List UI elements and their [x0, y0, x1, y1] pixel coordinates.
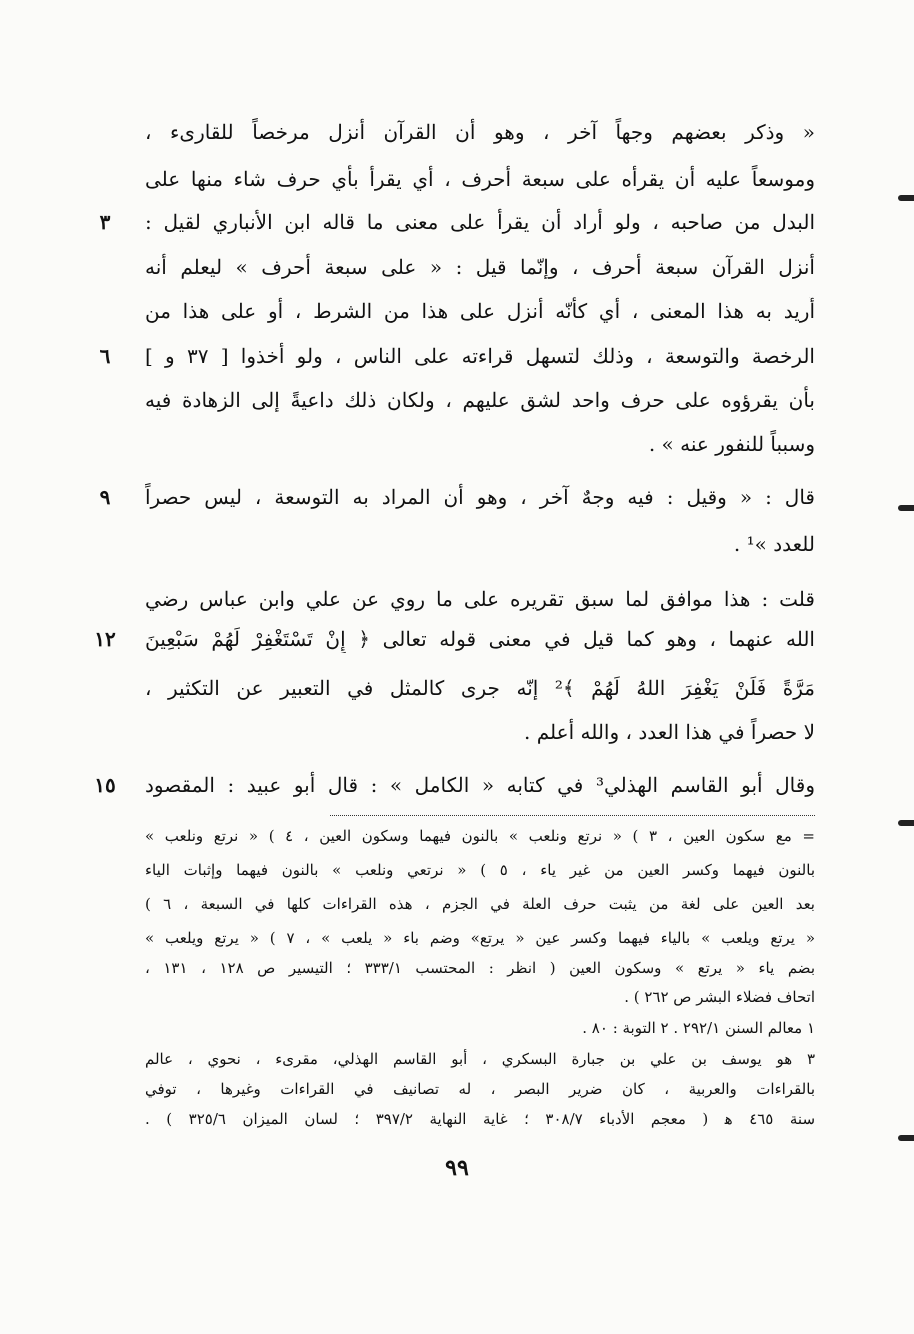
footnote-line: بضم ياء « يرتع » وسكون العين ( انظر : المحتسب ٣٣٣/١ ؛ التيسير ص ١٢٨ ، ١٣١ ،: [145, 959, 815, 977]
body-line: « وذكر بعضهم وجهاً آخر ، وهو أن القرآن أنزل مرخصاً للقارىء ،: [145, 120, 815, 144]
edge-mark: [898, 195, 914, 201]
footnote-line: بعد العين على لغة من يثبت حرف العلة في الجزم ، هذه القراءات كلها في السبعة ، ٦ ): [145, 895, 815, 913]
body-line: قال : « وقيل : فيه وجهٌ آخر ، وهو أن المراد به التوسعة ، ليس حصراً: [145, 485, 815, 509]
body-line: أُريد به هذا المعنى ، أي كأنّه أنزل على هذا من الشرط ، أو على هذا من: [145, 299, 815, 323]
body-line: وموسعاً عليه أن يقرأه على سبعة أحرف ، أي يقرأ بأي حرف شاء منها على: [145, 167, 815, 191]
body-line: الله عنهما ، وهو كما قيل في معنى قوله تعالى ﴿ إِنْ تَسْتَغْفِرْ لَهُمْ سَبْعِينَ: [145, 627, 815, 651]
line-number: ٣: [99, 210, 111, 234]
line-number: ١٢: [94, 627, 116, 651]
edge-mark: [898, 505, 914, 511]
footnote-line: بالقراءات والعربية ، كان ضرير البصر ، له تصانيف في القراءات وغيرها ، توفي: [145, 1080, 815, 1098]
line-number: ٩: [99, 485, 111, 509]
edge-mark: [898, 1135, 914, 1141]
line-number: ١٥: [94, 773, 116, 797]
line-number: ٦: [99, 344, 111, 368]
edge-mark: [898, 820, 914, 826]
footnote-line: ٣ هو يوسف بن علي بن جبارة البسكري ، أبو القاسم الهذلي، مقرىء ، نحوي ، عالم: [145, 1050, 815, 1068]
body-line: للعدد »¹ .: [733, 532, 815, 556]
body-line: الرخصة والتوسعة ، وذلك لتسهل قراءته على الناس ، ولو أخذوا [ ٣٧ و ]: [145, 344, 815, 368]
body-line: قلت : هذا موافق لما سبق تقريره على ما روي عن علي وابن عباس رضي: [145, 587, 815, 611]
page-number: ٩٩: [445, 1155, 469, 1181]
footnote-separator: [330, 815, 815, 816]
body-line: أنزل القرآن سبعة أحرف ، وإنّما قيل : « على سبعة أحرف » ليعلم أنه: [145, 255, 815, 279]
body-line: وقال أبو القاسم الهذلي³ في كتابه « الكامل » : قال أبو عبيد : المقصود: [145, 773, 815, 797]
footnote-line: = مع سكون العين ، ٣ ) « نرتع ونلعب » بالنون فيهما وسكون العين ، ٤ ) « نرتع ونلعب »: [145, 827, 815, 845]
footnote-line: « يرتع ويلعب » بالياء فيهما وكسر عين « يرتع» وضم باء « يلعب » ، ٧ ) « يرتع ويلعب »: [145, 929, 815, 947]
body-line: مَرَّةً فَلَنْ يَغْفِرَ اللهُ لَهُمْ ﴾² إنّه جرى كالمثل في التعبير عن التكثير ،: [145, 676, 815, 700]
footnote-line: اتحاف فضلاء البشر ص ٢٦٢ ) .: [624, 988, 815, 1006]
body-line: البدل من صاحبه ، ولو أراد أن يقرأ على معنى ما قاله ابن الأنباري لقيل :: [145, 210, 815, 234]
body-line: لا حصراً في هذا العدد ، والله أعلم .: [524, 720, 815, 744]
footnote-line: بالنون فيهما وكسر العين من غير ياء ، ٥ ) « نرتعي ونلعب » بالنون فيهما وإثبات الياء: [145, 861, 815, 879]
footnote-line: ١ معالم السنن ٢٩٢/١ . ٢ التوبة : ٨٠ .: [582, 1019, 815, 1037]
body-line: بأن يقرؤوه على حرف واحد لشق عليهم ، ولكان ذلك داعيةً إلى الزهادة فيه: [145, 388, 815, 412]
footnote-line: سنة ٤٦٥ ﻫ ( معجم الأدباء ٣٠٨/٧ ؛ غاية النهاية ٣٩٧/٢ ؛ لسان الميزان ٣٢٥/٦ ) .: [145, 1110, 815, 1128]
body-line: وسبباً للنفور عنه » .: [648, 432, 815, 456]
